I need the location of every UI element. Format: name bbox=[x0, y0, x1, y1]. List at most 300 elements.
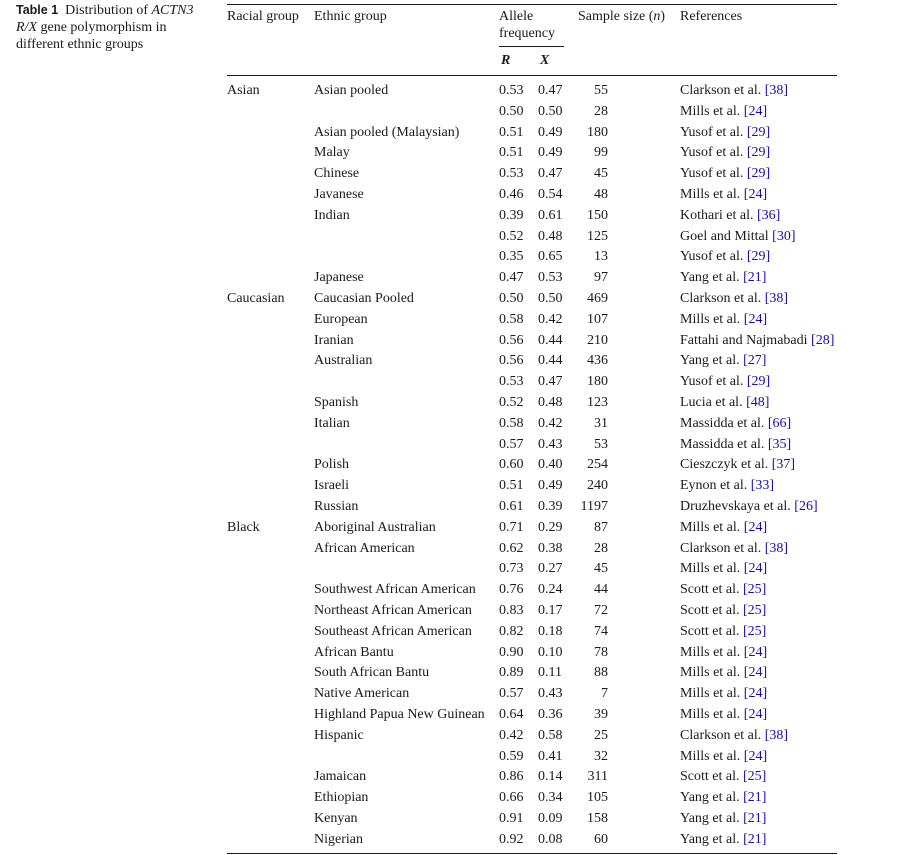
reference-authors: Massidda et al. bbox=[680, 415, 768, 431]
sample-size-cell: 45 bbox=[594, 561, 608, 577]
allele-frequency-rule bbox=[499, 46, 564, 47]
r-frequency-cell: 0.53 bbox=[499, 83, 524, 98]
table-row bbox=[227, 622, 837, 643]
reference-cell bbox=[680, 289, 788, 310]
reference-authors: Mills et al. bbox=[680, 686, 744, 702]
reference-cell bbox=[680, 539, 788, 560]
x-frequency-cell: 0.09 bbox=[538, 811, 563, 826]
table-row bbox=[227, 351, 837, 372]
reference-cell bbox=[680, 809, 766, 830]
ethnic-group-cell: Indian bbox=[314, 207, 350, 223]
sample-size-cell: 240 bbox=[587, 478, 608, 494]
sample-size-cell: 105 bbox=[587, 790, 608, 806]
ethnic-group-cell: Polish bbox=[314, 457, 350, 473]
table-row bbox=[227, 684, 837, 705]
r-frequency-cell: 0.58 bbox=[499, 415, 524, 431]
reference-authors: Yang et al. bbox=[680, 831, 744, 847]
header-x-allele: X bbox=[540, 53, 550, 68]
x-frequency-cell: 0.53 bbox=[538, 270, 563, 286]
ethnic-group-cell: Australian bbox=[314, 353, 373, 369]
citation-link[interactable]: [66] bbox=[767, 415, 792, 431]
r-frequency-cell: 0.39 bbox=[499, 207, 524, 223]
citation-link[interactable]: [21] bbox=[743, 790, 767, 806]
reference-authors: Clarkson et al. bbox=[680, 83, 765, 98]
reference-cell bbox=[680, 622, 766, 643]
r-frequency-cell: 0.47 bbox=[499, 270, 524, 286]
reference-cell bbox=[680, 81, 788, 102]
citation-link[interactable]: [38] bbox=[764, 727, 789, 743]
reference-cell bbox=[680, 351, 766, 372]
table-row bbox=[227, 81, 837, 102]
sample-size-cell: 150 bbox=[587, 207, 608, 223]
x-frequency-cell: 0.65 bbox=[538, 249, 563, 265]
table-row bbox=[227, 726, 837, 747]
reference-authors: Goel and Mittal bbox=[680, 228, 773, 244]
r-frequency-cell: 0.42 bbox=[499, 727, 524, 743]
r-frequency-cell: 0.73 bbox=[499, 561, 524, 577]
r-frequency-cell: 0.86 bbox=[499, 769, 524, 785]
header-allele-frequency: Allele frequency bbox=[499, 9, 555, 41]
table-row bbox=[227, 455, 837, 476]
citation-link[interactable]: [24] bbox=[743, 561, 768, 577]
sample-size-cell: 7 bbox=[601, 686, 608, 702]
reference-cell bbox=[680, 663, 767, 684]
r-frequency-cell: 0.53 bbox=[499, 166, 524, 182]
header-sample-size-text: Sample size ( bbox=[578, 9, 654, 24]
ethnic-group-cell: African American bbox=[314, 540, 415, 556]
caption-text-pre: Distribution of bbox=[65, 3, 152, 18]
x-frequency-cell: 0.17 bbox=[538, 603, 563, 618]
header-sample-size-close: ) bbox=[660, 9, 666, 24]
reference-cell bbox=[680, 102, 767, 123]
reference-cell bbox=[680, 747, 767, 768]
ethnic-group-cell: Kenyan bbox=[314, 811, 358, 826]
reference-cell bbox=[680, 185, 767, 206]
reference-cell bbox=[680, 123, 770, 144]
reference-cell bbox=[680, 767, 766, 788]
x-frequency-cell: 0.29 bbox=[538, 519, 563, 535]
ethnic-group-cell: Caucasian Pooled bbox=[314, 291, 414, 306]
citation-link[interactable]: [24] bbox=[743, 187, 768, 202]
r-frequency-cell: 0.52 bbox=[499, 395, 524, 410]
sample-size-cell: 123 bbox=[587, 395, 608, 410]
r-frequency-cell: 0.59 bbox=[499, 748, 524, 764]
x-frequency-cell: 0.54 bbox=[538, 187, 563, 202]
sample-size-cell: 45 bbox=[594, 166, 608, 182]
sample-size-cell: 180 bbox=[587, 124, 608, 140]
reference-authors: Scott et al. bbox=[680, 769, 743, 785]
reference-authors: Clarkson et al. bbox=[680, 540, 765, 556]
table-row bbox=[227, 206, 837, 227]
r-frequency-cell: 0.92 bbox=[499, 831, 524, 847]
table-row bbox=[227, 643, 837, 664]
sample-size-cell: 88 bbox=[594, 665, 608, 681]
reference-authors: Yusof et al. bbox=[680, 374, 747, 390]
r-frequency-cell: 0.51 bbox=[499, 145, 524, 161]
x-frequency-cell: 0.34 bbox=[538, 790, 563, 806]
r-frequency-cell: 0.46 bbox=[499, 187, 524, 202]
reference-authors: Mills et al. bbox=[680, 519, 744, 535]
table-row bbox=[227, 227, 837, 248]
reference-cell bbox=[680, 518, 767, 539]
x-frequency-cell: 0.43 bbox=[538, 436, 563, 452]
reference-authors: Mills et al. bbox=[680, 748, 744, 764]
table-row bbox=[227, 102, 837, 123]
caption-alleles: R/X bbox=[16, 20, 37, 35]
citation-link[interactable]: [24] bbox=[743, 644, 768, 660]
citation-link[interactable]: [21] bbox=[743, 811, 767, 826]
citation-link[interactable]: [21] bbox=[743, 831, 767, 847]
ethnic-group-cell: Native American bbox=[314, 686, 410, 702]
x-frequency-cell: 0.48 bbox=[538, 395, 563, 410]
sample-size-cell: 180 bbox=[587, 374, 608, 390]
sample-size-cell: 436 bbox=[587, 353, 608, 369]
ethnic-group-cell: Japanese bbox=[314, 270, 364, 286]
r-frequency-cell: 0.76 bbox=[499, 582, 524, 598]
sample-size-cell: 39 bbox=[594, 707, 608, 722]
sample-size-cell: 469 bbox=[587, 291, 608, 306]
r-frequency-cell: 0.83 bbox=[499, 603, 524, 618]
r-frequency-cell: 0.56 bbox=[499, 332, 524, 348]
sample-size-cell: 28 bbox=[594, 103, 608, 119]
reference-cell bbox=[680, 268, 766, 289]
citation-link[interactable]: [29] bbox=[746, 249, 771, 265]
reference-authors: Fattahi and Najmabadi bbox=[680, 332, 812, 348]
table-row bbox=[227, 809, 837, 830]
ethnic-group-cell: Javanese bbox=[314, 187, 364, 202]
x-frequency-cell: 0.49 bbox=[538, 124, 563, 140]
sample-size-cell: 44 bbox=[594, 582, 608, 598]
reference-cell bbox=[680, 310, 767, 331]
r-frequency-cell: 0.53 bbox=[499, 374, 524, 390]
x-frequency-cell: 0.58 bbox=[538, 727, 563, 743]
reference-authors: Mills et al. bbox=[680, 665, 744, 681]
x-frequency-cell: 0.42 bbox=[538, 415, 563, 431]
x-frequency-cell: 0.27 bbox=[538, 561, 563, 577]
sample-size-cell: 125 bbox=[587, 228, 608, 244]
citation-link[interactable]: [29] bbox=[746, 166, 771, 182]
sample-size-cell: 55 bbox=[594, 83, 608, 98]
header-ethnic-group: Ethnic group bbox=[314, 9, 387, 24]
table-row bbox=[227, 123, 837, 144]
ethnic-group-cell: Italian bbox=[314, 415, 350, 431]
ethnic-group-cell: African Bantu bbox=[314, 644, 394, 660]
sample-size-cell: 13 bbox=[594, 249, 608, 265]
bottom-rule bbox=[227, 853, 837, 854]
header-r-allele: R bbox=[501, 53, 511, 68]
r-frequency-cell: 0.51 bbox=[499, 124, 524, 140]
racial-group-cell: Asian bbox=[227, 83, 260, 98]
reference-authors: Clarkson et al. bbox=[680, 291, 765, 306]
reference-authors: Yusof et al. bbox=[680, 145, 747, 161]
sample-size-cell: 74 bbox=[594, 623, 608, 639]
reference-authors: Yusof et al. bbox=[680, 124, 747, 140]
sample-size-cell: 254 bbox=[587, 457, 608, 473]
x-frequency-cell: 0.50 bbox=[538, 103, 563, 119]
sample-size-cell: 87 bbox=[594, 519, 608, 535]
citation-link[interactable]: [26] bbox=[794, 499, 818, 514]
x-frequency-cell: 0.49 bbox=[538, 478, 563, 494]
reference-cell bbox=[680, 331, 834, 352]
citation-link[interactable]: [21] bbox=[743, 270, 767, 286]
table-row bbox=[227, 393, 837, 414]
reference-authors: Scott et al. bbox=[680, 582, 743, 598]
table-caption bbox=[16, 2, 211, 53]
reference-authors: Mills et al. bbox=[680, 707, 744, 722]
reference-cell bbox=[680, 372, 770, 393]
sample-size-cell: 31 bbox=[594, 415, 608, 431]
ethnic-group-cell: Chinese bbox=[314, 166, 360, 182]
citation-link[interactable]: [27] bbox=[743, 353, 767, 369]
citation-link[interactable]: [24] bbox=[743, 665, 768, 681]
ethnic-group-cell: Malay bbox=[314, 145, 350, 161]
sample-size-cell: 107 bbox=[587, 311, 608, 327]
r-frequency-cell: 0.56 bbox=[499, 353, 524, 369]
caption-gene: ACTN3 bbox=[151, 3, 194, 18]
table-row bbox=[227, 372, 837, 393]
sample-size-cell: 32 bbox=[594, 748, 608, 764]
reference-cell bbox=[680, 580, 766, 601]
citation-link[interactable]: [24] bbox=[743, 103, 768, 119]
reference-authors: Druzhevskaya et al. bbox=[680, 499, 795, 514]
x-frequency-cell: 0.08 bbox=[538, 831, 563, 847]
citation-link[interactable]: [24] bbox=[743, 519, 768, 535]
x-frequency-cell: 0.40 bbox=[538, 457, 563, 473]
reference-authors: Yusof et al. bbox=[680, 166, 747, 182]
table-row bbox=[227, 476, 837, 497]
x-frequency-cell: 0.44 bbox=[538, 353, 563, 369]
ethnic-group-cell: Southeast African American bbox=[314, 623, 472, 639]
header-sample-size bbox=[578, 8, 665, 25]
x-frequency-cell: 0.24 bbox=[538, 582, 563, 598]
ethnic-group-cell: Southwest African American bbox=[314, 582, 476, 598]
ethnic-group-cell: South African Bantu bbox=[314, 665, 430, 681]
reference-authors: Clarkson et al. bbox=[680, 727, 765, 743]
r-frequency-cell: 0.66 bbox=[499, 790, 524, 806]
citation-link[interactable]: [36] bbox=[756, 207, 781, 223]
reference-authors: Kothari et al. bbox=[680, 207, 757, 223]
ethnic-group-cell: Russian bbox=[314, 499, 359, 514]
table-row bbox=[227, 310, 837, 331]
sample-size-cell: 25 bbox=[594, 727, 608, 743]
reference-cell bbox=[680, 247, 770, 268]
r-frequency-cell: 0.89 bbox=[499, 665, 524, 681]
header-references: References bbox=[680, 9, 743, 24]
sample-size-cell: 158 bbox=[587, 811, 608, 826]
ethnic-group-cell: Asian pooled bbox=[314, 83, 389, 98]
table-row bbox=[227, 289, 837, 310]
table-row bbox=[227, 331, 837, 352]
reference-authors: Massidda et al. bbox=[680, 436, 768, 452]
reference-authors: Yang et al. bbox=[680, 270, 744, 286]
reference-cell bbox=[680, 476, 774, 497]
reference-authors: Mills et al. bbox=[680, 311, 744, 327]
caption-text-post: gene polymorphism in different ethnic groups bbox=[16, 20, 167, 52]
citation-link[interactable]: [48] bbox=[746, 395, 770, 410]
ethnic-group-cell: Ethiopian bbox=[314, 790, 369, 806]
citation-link[interactable]: [25] bbox=[743, 603, 767, 618]
racial-group-cell: Black bbox=[227, 519, 260, 535]
ethnic-group-cell: Nigerian bbox=[314, 831, 363, 847]
sample-size-cell: 99 bbox=[594, 145, 608, 161]
x-frequency-cell: 0.41 bbox=[538, 748, 563, 764]
x-frequency-cell: 0.38 bbox=[538, 540, 563, 556]
reference-authors: Yang et al. bbox=[680, 353, 744, 369]
reference-authors: Lucia et al. bbox=[680, 395, 747, 410]
ethnic-group-cell: Jamaican bbox=[314, 769, 367, 785]
reference-authors: Yang et al. bbox=[680, 811, 744, 826]
citation-link[interactable]: [38] bbox=[764, 83, 789, 98]
table-row bbox=[227, 185, 837, 206]
reference-authors: Yusof et al. bbox=[680, 249, 747, 265]
r-frequency-cell: 0.52 bbox=[499, 228, 524, 244]
sample-size-cell: 48 bbox=[594, 187, 608, 202]
table-row bbox=[227, 580, 837, 601]
ethnic-group-cell: Spanish bbox=[314, 395, 359, 410]
reference-cell bbox=[680, 705, 767, 726]
citation-link[interactable]: [38] bbox=[764, 291, 789, 306]
table-row bbox=[227, 747, 837, 768]
table-row bbox=[227, 143, 837, 164]
ethnic-group-cell: Asian pooled (Malaysian) bbox=[314, 124, 460, 140]
table-row bbox=[227, 539, 837, 560]
table-row bbox=[227, 414, 837, 435]
x-frequency-cell: 0.47 bbox=[538, 83, 563, 98]
top-rule bbox=[227, 4, 837, 5]
header-rule bbox=[227, 75, 837, 76]
sample-size-cell: 53 bbox=[594, 436, 608, 452]
ethnic-group-cell: Iranian bbox=[314, 332, 354, 348]
r-frequency-cell: 0.61 bbox=[499, 499, 524, 514]
x-frequency-cell: 0.47 bbox=[538, 374, 563, 390]
sample-size-cell: 1197 bbox=[580, 499, 608, 514]
citation-link[interactable]: [35] bbox=[767, 436, 792, 452]
sample-size-cell: 78 bbox=[594, 644, 608, 660]
reference-cell bbox=[680, 643, 767, 664]
reference-cell bbox=[680, 497, 818, 518]
citation-link[interactable]: [29] bbox=[746, 124, 771, 140]
table-row bbox=[227, 497, 837, 518]
table-row bbox=[227, 247, 837, 268]
sample-size-cell: 210 bbox=[587, 332, 608, 348]
x-frequency-cell: 0.14 bbox=[538, 769, 563, 785]
r-frequency-cell: 0.51 bbox=[499, 478, 524, 494]
ethnic-group-cell: Northeast African American bbox=[314, 603, 472, 618]
x-frequency-cell: 0.47 bbox=[538, 166, 563, 182]
citation-link[interactable]: [25] bbox=[743, 582, 767, 598]
table-row bbox=[227, 830, 837, 851]
ethnic-group-cell: Highland Papua New Guinean bbox=[314, 707, 485, 722]
citation-link[interactable]: [25] bbox=[743, 623, 767, 639]
reference-cell bbox=[680, 601, 766, 622]
citation-link[interactable]: [38] bbox=[764, 540, 789, 556]
table-row bbox=[227, 788, 837, 809]
table-row bbox=[227, 518, 837, 539]
reference-authors: Mills et al. bbox=[680, 187, 744, 202]
x-frequency-cell: 0.43 bbox=[538, 686, 563, 702]
r-frequency-cell: 0.60 bbox=[499, 457, 524, 473]
table-row bbox=[227, 268, 837, 289]
citation-link[interactable]: [29] bbox=[746, 374, 771, 390]
reference-cell bbox=[680, 830, 766, 851]
racial-group-cell: Caucasian bbox=[227, 291, 285, 306]
table-row bbox=[227, 435, 837, 456]
citation-link[interactable]: [30] bbox=[772, 228, 796, 244]
table-label: Table 1 bbox=[16, 3, 59, 17]
x-frequency-cell: 0.48 bbox=[538, 228, 563, 244]
r-frequency-cell: 0.58 bbox=[499, 311, 524, 327]
sample-size-cell: 311 bbox=[587, 769, 608, 785]
table-row bbox=[227, 767, 837, 788]
citation-link[interactable]: [37] bbox=[771, 457, 796, 473]
reference-cell bbox=[680, 684, 767, 705]
r-frequency-cell: 0.50 bbox=[499, 291, 524, 306]
x-frequency-cell: 0.42 bbox=[538, 311, 563, 327]
r-frequency-cell: 0.57 bbox=[499, 686, 524, 702]
reference-authors: Cieszczyk et al. bbox=[680, 457, 772, 473]
citation-link[interactable]: [24] bbox=[743, 686, 768, 702]
citation-link[interactable]: [24] bbox=[743, 748, 768, 764]
citation-link[interactable]: [25] bbox=[743, 769, 767, 785]
x-frequency-cell: 0.50 bbox=[538, 291, 563, 306]
reference-authors: Scott et al. bbox=[680, 623, 743, 639]
citation-link[interactable]: [33] bbox=[750, 478, 775, 494]
r-frequency-cell: 0.35 bbox=[499, 249, 524, 265]
x-frequency-cell: 0.61 bbox=[538, 207, 563, 223]
x-frequency-cell: 0.10 bbox=[538, 644, 563, 660]
r-frequency-cell: 0.82 bbox=[499, 623, 524, 639]
header-racial-group: Racial group bbox=[227, 9, 299, 24]
ethnic-group-cell: European bbox=[314, 311, 368, 327]
ethnic-group-cell: Aboriginal Australian bbox=[314, 519, 436, 535]
header-sample-size-n: n bbox=[653, 9, 661, 24]
reference-cell bbox=[680, 788, 766, 809]
reference-cell bbox=[680, 455, 795, 476]
reference-authors: Mills et al. bbox=[680, 561, 744, 577]
reference-cell bbox=[680, 559, 767, 580]
sample-size-cell: 97 bbox=[594, 270, 608, 286]
sample-size-cell: 60 bbox=[594, 831, 608, 847]
x-frequency-cell: 0.39 bbox=[538, 499, 563, 514]
ethnic-group-cell: Hispanic bbox=[314, 727, 364, 743]
ethnic-group-cell: Israeli bbox=[314, 478, 349, 494]
reference-authors: Yang et al. bbox=[680, 790, 744, 806]
reference-cell bbox=[680, 227, 795, 248]
table-row bbox=[227, 164, 837, 185]
reference-authors: Mills et al. bbox=[680, 103, 744, 119]
r-frequency-cell: 0.90 bbox=[499, 644, 524, 660]
reference-cell bbox=[680, 393, 769, 414]
r-frequency-cell: 0.71 bbox=[499, 519, 524, 535]
table-row bbox=[227, 705, 837, 726]
reference-cell bbox=[680, 726, 788, 747]
x-frequency-cell: 0.49 bbox=[538, 145, 563, 161]
citation-link[interactable]: [24] bbox=[743, 707, 768, 722]
reference-authors: Scott et al. bbox=[680, 603, 743, 618]
sample-size-cell: 72 bbox=[594, 603, 608, 618]
reference-cell bbox=[680, 164, 770, 185]
r-frequency-cell: 0.64 bbox=[499, 707, 524, 722]
r-frequency-cell: 0.57 bbox=[499, 436, 524, 452]
x-frequency-cell: 0.36 bbox=[538, 707, 563, 722]
citation-link[interactable]: [24] bbox=[743, 311, 768, 327]
x-frequency-cell: 0.18 bbox=[538, 623, 563, 639]
reference-authors: Eynon et al. bbox=[680, 478, 751, 494]
citation-link[interactable]: [28] bbox=[811, 332, 835, 348]
reference-cell bbox=[680, 414, 791, 435]
citation-link[interactable]: [29] bbox=[746, 145, 771, 161]
table-row bbox=[227, 663, 837, 684]
